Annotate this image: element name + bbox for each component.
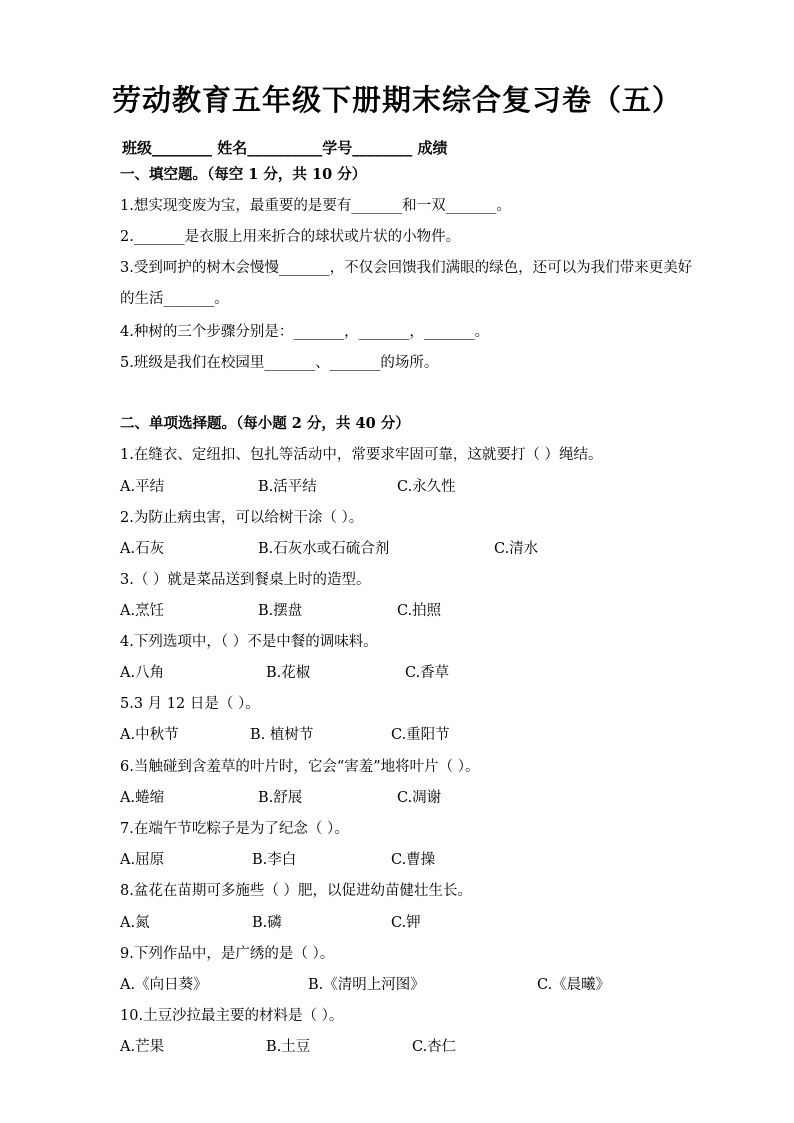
question-text: 10.土豆沙拉最主要的材料是（ ）。 bbox=[120, 1008, 344, 1024]
option-a: A.石灰 bbox=[120, 541, 165, 557]
option-c: C.曹操 bbox=[391, 852, 436, 868]
option-b: B.土豆 bbox=[266, 1039, 311, 1055]
option-a: A.烹饪 bbox=[120, 603, 165, 619]
option-c: C.《晨曦》 bbox=[537, 977, 611, 993]
option-c: C.杏仁 bbox=[412, 1039, 457, 1055]
question-text: 7.在端午节吃粽子是为了纪念（ ）。 bbox=[120, 821, 349, 837]
question-text: 3.（ ）就是菜品送到餐桌上时的造型。 bbox=[120, 572, 371, 588]
option-c: C.清水 bbox=[494, 541, 539, 557]
page-title: 劳动教育五年级下册期末综合复习卷（五） bbox=[111, 83, 682, 117]
question-text: 9.下列作品中，是广绣的是（ ）。 bbox=[120, 946, 335, 962]
option-a: A.平结 bbox=[120, 479, 165, 495]
option-c: C.重阳节 bbox=[391, 727, 450, 743]
question-text: 1.在缝衣、定纽扣、包扎等活动中，常要求牢固可靠，这就要打（ ）绳结。 bbox=[120, 447, 603, 463]
option-b: B.舒展 bbox=[258, 790, 303, 806]
option-a: A.芒果 bbox=[120, 1039, 165, 1055]
option-b: B.磷 bbox=[252, 915, 282, 931]
option-b: B.李白 bbox=[252, 852, 297, 868]
question-text: 5.3 月 12 日是（ ）。 bbox=[120, 696, 260, 712]
fill-blank-item: 5.班级是我们在校园里_______、_______的场所。 bbox=[120, 355, 439, 371]
option-a: A.八角 bbox=[120, 665, 165, 681]
question-text: 6.当触碰到含羞草的叶片时，它会“害羞”地将叶片（ ）。 bbox=[120, 759, 480, 775]
option-b: B.花椒 bbox=[266, 665, 311, 681]
fill-blank-item: 2._______是衣服上用来折合的球状或片状的小物件。 bbox=[120, 229, 461, 245]
option-a: A.《向日葵》 bbox=[120, 977, 208, 993]
question-text: 2.为防止病虫害，可以给树干涂（ ）。 bbox=[120, 510, 364, 526]
option-c: C.永久性 bbox=[397, 479, 456, 495]
question-text: 4.下列选项中，（ ）不是中餐的调味料。 bbox=[120, 634, 378, 650]
option-b: B.石灰水或石硫合剂 bbox=[258, 541, 390, 557]
option-b: B. 植树节 bbox=[250, 727, 314, 743]
option-c: C.凋谢 bbox=[397, 790, 442, 806]
question-text: 8.盆花在苗期可多施些（ ）肥，以促进幼苗健壮生长。 bbox=[120, 883, 472, 899]
option-a: A.中秋节 bbox=[120, 727, 179, 743]
option-a: A.蜷缩 bbox=[120, 790, 165, 806]
option-a: A.屈原 bbox=[120, 852, 165, 868]
option-a: A.氮 bbox=[120, 915, 150, 931]
option-c: C.拍照 bbox=[397, 603, 442, 619]
fill-blank-item: 3.受到呵护的树木会慢慢_______，不仅会回馈我们满眼的绿色，还可以为我们带来更美好 bbox=[120, 260, 693, 276]
option-c: C.钾 bbox=[391, 915, 421, 931]
fill-blank-item-continued: 的生活_______。 bbox=[120, 291, 229, 307]
section2-heading: 二、单项选择题。（每小题 2 分，共 40 分） bbox=[120, 415, 410, 432]
fill-blank-item: 1.想实现变废为宝，最重要的是要有_______和一双_______。 bbox=[120, 198, 511, 214]
option-b: B.摆盘 bbox=[258, 603, 303, 619]
fill-blank-item: 4.种树的三个步骤分别是：_______，_______，_______。 bbox=[120, 324, 490, 340]
option-b: B.《清明上河图》 bbox=[308, 977, 425, 993]
option-b: B.活平结 bbox=[258, 479, 317, 495]
section1-heading: 一、填空题。（每空 1 分，共 10 分） bbox=[120, 166, 367, 183]
student-info-line: 班级________ 姓名__________学号________ 成绩 bbox=[122, 139, 448, 157]
option-c: C.香草 bbox=[405, 665, 450, 681]
